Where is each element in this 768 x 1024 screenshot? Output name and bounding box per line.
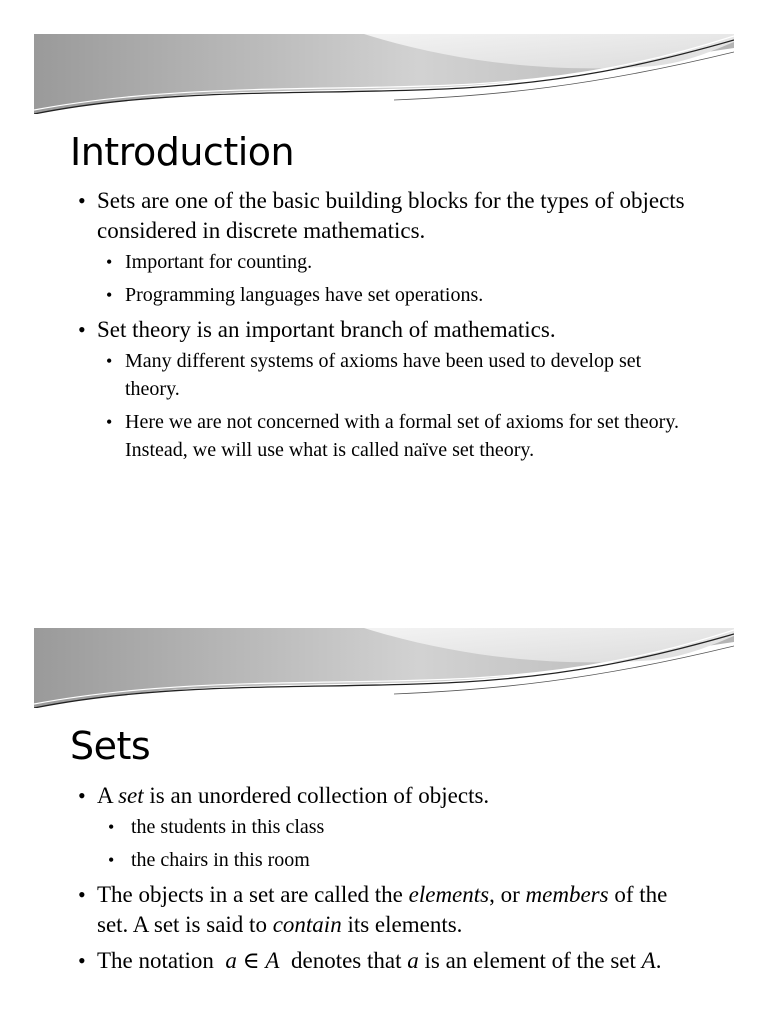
slide-header-banner [34, 34, 734, 114]
slide-title: Introduction [70, 130, 295, 174]
bullet: • The objects in a set are called the elements, or members of the set. A set is said to contain its elements. [78, 880, 688, 940]
bullet: • The notation a ∈ A denotes that a is an element of the set A. [78, 946, 688, 976]
sub-bullet: • the students in this class [106, 813, 688, 841]
sub-bullet: • Many different systems of axioms have been used to develop set theory. [106, 347, 688, 403]
sub-bullet: • Programming languages have set operations. [106, 281, 688, 309]
sub-bullet: • Important for counting. [106, 248, 688, 276]
bullet: • Sets are one of the basic building blocks for the types of objects considered in discrete mathematics. [78, 186, 688, 246]
slide-header-banner [34, 628, 734, 708]
slide-content [78, 781, 688, 976]
bullet: • A set is an unordered collection of objects. [78, 781, 688, 811]
slide-title: Sets [70, 724, 151, 768]
sub-bullet: • Here we are not concerned with a formal set of axioms for set theory. Instead, we will use what is called naïve set theory. [106, 408, 688, 464]
slide-sets [0, 594, 768, 1024]
slide-content [78, 186, 688, 464]
sub-bullet: • the chairs in this room [106, 846, 688, 874]
bullet: • Set theory is an important branch of mathematics. [78, 315, 688, 345]
